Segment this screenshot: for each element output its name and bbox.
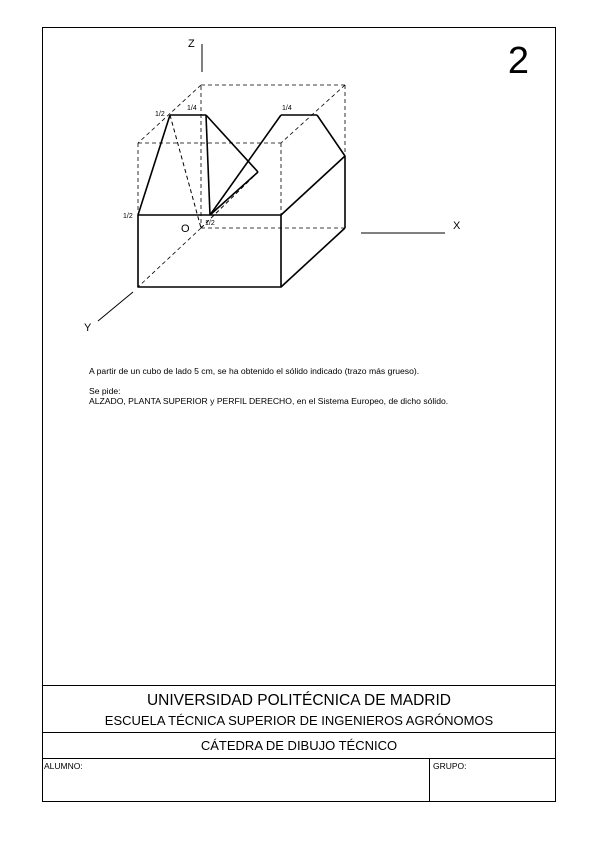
statement-ask: ALZADO, PLANTA SUPERIOR y PERFIL DERECHO, en el Sistema Europeo, de dicho sólido.: [89, 395, 449, 406]
mark-top-right: 1/4: [282, 105, 292, 112]
mark-left: 1/2: [123, 213, 133, 220]
statement-intro: A partir de un cubo de lado 5 cm, se ha obtenido el sólido indicado (trazo más grueso).: [89, 366, 420, 376]
group-field-label: GRUPO:: [433, 761, 467, 771]
mark-top-left: 1/2: [155, 111, 165, 118]
isometric-figure: [43, 28, 557, 348]
student-field-label: ALUMNO:: [44, 761, 83, 771]
statement-ask-label: Se pide:: [89, 385, 121, 396]
x-axis-label: X: [453, 220, 461, 232]
mark-origin: 1/2: [205, 220, 215, 227]
school-name: ESCUELA TÉCNICA SUPERIOR DE INGENIEROS AGRÓNOMOS: [104, 713, 494, 728]
y-axis: [98, 292, 133, 321]
origin-label: O: [181, 223, 190, 235]
university-name: UNIVERSIDAD POLITÉCNICA DE MADRID: [146, 692, 452, 709]
title-divider: [43, 732, 555, 733]
sheet-number: 2: [507, 40, 529, 82]
exercise-statement: [89, 367, 549, 407]
title-block: [43, 685, 555, 801]
exercise-sheet: [42, 27, 556, 802]
chair-name: CÁTEDRA DE DIBUJO TÉCNICO: [200, 738, 398, 753]
z-axis-label: Z: [188, 38, 195, 50]
mark-top-mid: 1/4: [187, 105, 197, 112]
y-axis-label: Y: [84, 322, 92, 334]
group-divider: [429, 758, 430, 801]
solid-edges: [138, 115, 345, 287]
title-divider: [43, 758, 555, 759]
